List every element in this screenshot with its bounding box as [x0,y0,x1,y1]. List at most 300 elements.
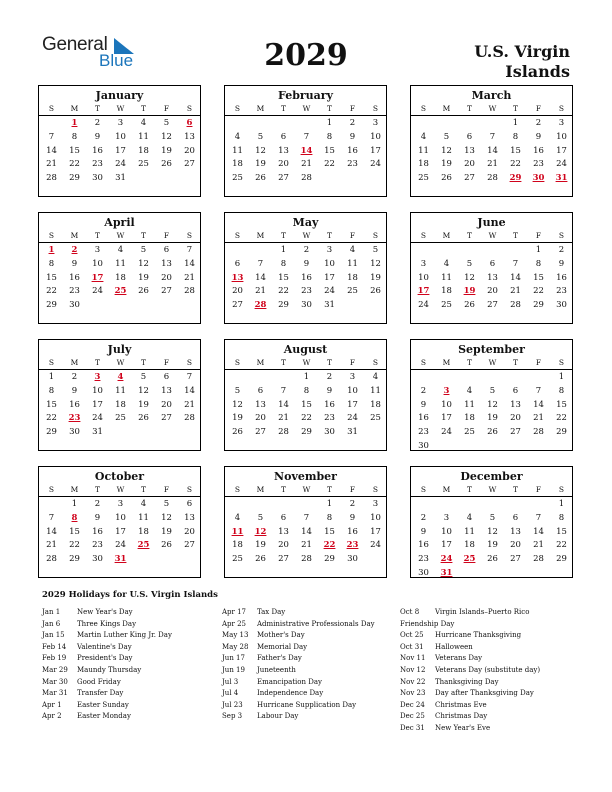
month-name: January [95,89,144,102]
holiday-date: Apr 17 [222,608,247,616]
day-cell: 5 [372,245,379,255]
day-cell: 2 [349,118,356,128]
holiday-day-cell: 19 [463,286,476,297]
holiday-entry [42,619,217,631]
day-cell: 23 [324,413,335,424]
holiday-entry [222,711,397,723]
weekday-label: F [535,485,542,494]
day-cell: 15 [556,399,567,410]
day-cell: 19 [161,145,172,156]
day-cell: 28 [184,286,195,297]
day-cell: 15 [278,272,289,283]
day-cell: 7 [512,258,519,269]
holiday-date: Dec 25 [400,712,425,721]
day-cell: 20 [278,159,289,170]
month-october [38,466,201,578]
day-cell: 24 [370,540,381,551]
day-cell: 27 [161,286,172,297]
weekday-label: S [558,358,565,367]
holiday-name: Administrative Professionals Day [257,619,375,628]
holiday-name: Hurricane Supplication Day [257,700,357,709]
day-cell: 15 [301,399,312,410]
day-cell: 3 [349,372,356,382]
month-november [224,466,387,578]
day-cell: 30 [347,554,358,565]
weekday-label: T [512,104,518,113]
day-cell: 9 [558,258,565,269]
day-cell: 16 [418,413,429,424]
day-cell: 20 [184,145,195,156]
holiday-name: Friendship Day [400,619,455,628]
month-august [224,339,387,451]
day-cell: 29 [46,300,57,311]
day-cell: 25 [370,413,381,424]
day-cell: 18 [138,526,149,537]
holiday-date: Jan 15 [42,631,65,640]
holiday-name: Mother's Day [257,631,305,640]
holiday-date: Apr 25 [222,619,247,628]
day-cell: 27 [184,159,195,170]
holiday-column [222,607,397,723]
weekday-label: M [70,358,79,367]
day-cell: 6 [280,512,287,523]
day-cell: 13 [161,385,172,396]
day-cell: 7 [48,131,55,142]
day-cell: 26 [487,427,498,438]
day-cell: 21 [533,413,544,424]
month-name: February [277,89,333,102]
day-cell: 3 [326,245,333,255]
weekday-label: T [326,485,332,494]
holiday-name: Valentine's Day [77,642,132,651]
day-cell: 26 [487,554,498,565]
day-cell: 25 [464,427,475,438]
day-cell: 12 [138,385,149,396]
day-cell: 22 [301,413,312,424]
day-cell: 24 [115,159,126,170]
weekday-label: F [163,485,170,494]
day-cell: 8 [558,385,565,396]
holiday-day-cell: 2 [71,245,78,255]
month-name: September [458,343,525,356]
day-cell: 12 [161,131,172,142]
holiday-day-cell: 1 [48,245,55,255]
day-cell: 18 [115,399,126,410]
holiday-entry [42,665,217,677]
day-cell: 7 [48,512,55,523]
day-cell: 12 [161,512,172,523]
holiday-name: New Year's Day [77,608,133,616]
day-cell: 28 [46,173,57,184]
day-cell: 21 [46,159,57,170]
day-cell: 12 [138,258,149,269]
day-cell: 29 [556,554,567,565]
month-name: April [104,216,135,229]
weekday-label: W [302,231,311,240]
holiday-entry [42,677,217,689]
day-cell: 24 [92,286,103,297]
weekday-label: T [140,485,146,494]
day-cell: 6 [489,258,496,269]
day-cell: 21 [510,286,521,297]
weekday-label: F [349,104,356,113]
weekday-label: S [372,358,379,367]
weekday-label: S [186,231,193,240]
day-cell: 25 [418,173,429,184]
day-cell: 24 [324,286,335,297]
day-cell: 25 [232,554,243,565]
day-cell: 28 [533,427,544,438]
day-cell: 24 [92,413,103,424]
holiday-name: Transfer Day [77,689,124,698]
holiday-name: Martin Luther King Jr. Day [77,631,172,640]
weekday-label: S [420,358,427,367]
holiday-day-cell: 23 [68,413,81,424]
day-cell: 2 [94,499,101,509]
holiday-name: Tax Day [257,608,286,616]
weekday-label: F [163,104,170,113]
day-cell: 19 [370,272,381,283]
day-cell: 18 [115,272,126,283]
weekday-label: T [466,231,472,240]
weekday-label: S [420,485,427,494]
day-cell: 28 [278,427,289,438]
day-cell: 10 [115,131,126,142]
weekday-label: S [372,104,379,113]
day-cell: 18 [464,413,475,424]
weekday-label: T [466,485,472,494]
holiday-name: New Year's Eve [435,723,491,732]
day-cell: 7 [303,512,310,523]
day-cell: 26 [255,554,266,565]
day-cell: 17 [347,399,358,410]
day-cell: 30 [556,300,567,311]
day-cell: 21 [184,399,195,410]
day-cell: 28 [533,554,544,565]
day-cell: 5 [489,385,496,396]
day-cell: 12 [441,145,452,156]
day-cell: 12 [370,258,381,269]
holiday-name: Three Kings Day [77,619,137,628]
day-cell: 15 [556,526,567,537]
holiday-name: Day after Thanksgiving Day [435,689,534,698]
weekday-label: W [488,358,497,367]
day-cell: 27 [278,554,289,565]
day-cell: 14 [255,272,266,283]
weekday-label: S [186,104,193,113]
holiday-name: Juneteenth [257,665,296,674]
day-cell: 26 [232,427,243,438]
day-cell: 28 [301,173,312,184]
page-header [0,0,612,86]
day-cell: 15 [69,145,80,156]
day-cell: 22 [556,540,567,551]
day-cell: 26 [161,159,172,170]
day-cell: 15 [69,526,80,537]
day-cell: 23 [69,286,80,297]
day-cell: 4 [466,385,473,396]
weekday-label: S [234,485,241,494]
day-cell: 12 [487,526,498,537]
day-cell: 21 [46,540,57,551]
day-cell: 5 [257,131,264,142]
country-title [420,42,570,82]
day-cell: 23 [301,286,312,297]
day-cell: 27 [464,173,475,184]
day-cell: 16 [347,526,358,537]
day-cell: 25 [115,413,126,424]
weekday-label: W [116,231,125,240]
day-cell: 21 [184,272,195,283]
day-cell: 7 [489,131,496,142]
day-cell: 9 [349,512,356,523]
weekday-label: T [280,231,286,240]
day-cell: 19 [487,413,498,424]
holiday-date: May 13 [222,631,249,640]
day-cell: 22 [46,286,57,297]
day-cell: 1 [303,372,310,382]
day-cell: 13 [278,526,289,537]
day-cell: 7 [186,372,193,382]
holiday-entry [400,711,575,723]
weekday-label: F [163,231,170,240]
day-cell: 27 [161,413,172,424]
day-cell: 25 [441,300,452,311]
holiday-day-cell: 13 [231,272,244,283]
weekday-header [39,229,200,243]
holiday-name: Virgin Islands–Puerto Rico [435,608,530,616]
day-cell: 8 [280,258,287,269]
holiday-day-cell: 23 [346,540,359,551]
holiday-day-cell: 3 [443,385,450,396]
weekday-label: S [186,485,193,494]
holiday-day-cell: 4 [117,372,124,382]
day-cell: 3 [372,118,379,128]
day-cell: 7 [186,245,193,255]
day-cell: 22 [69,540,80,551]
weekday-label: S [186,358,193,367]
day-cell: 3 [558,118,565,128]
day-cell: 8 [303,385,310,396]
holiday-day-cell: 17 [91,272,104,283]
day-cell: 17 [441,413,452,424]
weekday-header [225,483,386,497]
day-cell: 31 [115,173,126,184]
day-cell: 10 [92,385,103,396]
weekday-header [39,483,200,497]
holiday-date: Apr 2 [42,712,62,721]
day-cell: 14 [510,272,521,283]
day-cell: 5 [489,512,496,523]
day-cell: 18 [370,399,381,410]
weekday-label: T [140,231,146,240]
holiday-entry [222,688,397,700]
day-cell: 17 [370,526,381,537]
day-cell: 10 [370,512,381,523]
day-cell: 8 [535,258,542,269]
holiday-name: Hurricane Thanksgiving [435,631,522,640]
day-cell: 18 [138,145,149,156]
day-cell: 8 [48,258,55,269]
weekday-label: M [442,358,451,367]
holiday-name: Veterans Day (substitute day) [435,665,541,674]
weekday-label: S [234,104,241,113]
day-cell: 4 [140,118,147,128]
day-cell: 4 [420,131,427,142]
holiday-entry [400,688,575,700]
day-cell: 6 [466,131,473,142]
day-cell: 24 [370,159,381,170]
day-cell: 4 [117,245,124,255]
weekday-header [225,356,386,370]
logo-text-blue: Blue [99,51,134,70]
day-cell: 21 [487,159,498,170]
day-cell: 26 [138,413,149,424]
holiday-entry [42,711,217,723]
day-cell: 13 [464,145,475,156]
weekday-label: T [140,104,146,113]
day-cell: 9 [349,131,356,142]
day-cell: 12 [487,399,498,410]
day-cell: 17 [324,272,335,283]
day-cell: 2 [558,245,565,255]
day-cell: 11 [441,272,452,283]
country-line-2: Islands [505,62,570,81]
day-cell: 22 [533,286,544,297]
holiday-date: Nov 22 [400,677,426,686]
month-name: March [471,89,512,102]
day-cell: 20 [255,413,266,424]
holiday-day-cell: 22 [323,540,336,551]
day-cell: 20 [510,413,521,424]
weekday-label: S [372,231,379,240]
day-cell: 9 [420,399,427,410]
holiday-day-cell: 12 [254,526,267,537]
day-cell: 24 [115,540,126,551]
day-cell: 27 [278,173,289,184]
holiday-entry [222,653,397,665]
day-cell: 6 [512,512,519,523]
month-name: June [477,216,506,229]
day-cell: 28 [301,554,312,565]
day-cell: 30 [418,441,429,451]
day-cell: 8 [326,512,333,523]
month-january [38,85,201,197]
weekday-header [225,102,386,116]
day-cell: 2 [303,245,310,255]
day-cell: 3 [94,245,101,255]
holiday-name: President's Day [77,654,133,663]
holiday-list-title: 2029 Holidays for U.S. Virgin Islands [42,590,218,600]
day-cell: 9 [71,258,78,269]
holiday-entry [400,630,575,642]
weekday-header [39,356,200,370]
holiday-name: Halloween [435,642,473,651]
weekday-label: T [94,104,100,113]
day-cell: 14 [301,526,312,537]
holiday-date: Jul 3 [222,677,239,686]
weekday-label: T [326,358,332,367]
holiday-date: Oct 25 [400,631,424,640]
day-cell: 29 [301,427,312,438]
day-cell: 29 [278,300,289,311]
day-cell: 23 [418,427,429,438]
weekday-label: W [302,485,311,494]
day-cell: 29 [533,300,544,311]
day-cell: 2 [420,512,427,523]
month-name: July [107,343,132,356]
day-cell: 22 [46,413,57,424]
holiday-day-cell: 11 [231,526,244,537]
day-cell: 11 [347,258,358,269]
day-cell: 21 [301,540,312,551]
holiday-date: Jun 17 [222,654,245,663]
day-cell: 20 [487,286,498,297]
day-cell: 15 [324,526,335,537]
day-cell: 18 [232,540,243,551]
holiday-date: Jan 6 [42,619,61,628]
day-cell: 14 [184,258,195,269]
holiday-name: Labour Day [257,712,299,721]
day-cell: 29 [556,427,567,438]
day-cell: 14 [533,526,544,537]
weekday-label: M [256,485,265,494]
holiday-entry [222,677,397,689]
holiday-entry [400,607,575,619]
holiday-day-cell: 6 [186,118,193,128]
holiday-day-cell: 14 [300,145,313,156]
holiday-entry [42,630,217,642]
day-cell: 13 [255,399,266,410]
day-cell: 9 [94,512,101,523]
day-cell: 11 [138,131,149,142]
day-cell: 1 [71,499,78,509]
day-cell: 10 [324,258,335,269]
weekday-label: M [442,485,451,494]
weekday-label: S [372,485,379,494]
day-cell: 17 [92,399,103,410]
day-cell: 3 [117,118,124,128]
day-cell: 10 [115,512,126,523]
weekday-label: T [466,104,472,113]
day-cell: 12 [232,399,243,410]
day-cell: 18 [232,159,243,170]
day-cell: 16 [92,526,103,537]
holiday-day-cell: 25 [114,286,127,297]
weekday-label: S [48,358,55,367]
weekday-label: F [163,358,170,367]
weekday-label: S [558,485,565,494]
holiday-date: Oct 8 [400,608,420,616]
day-cell: 16 [69,272,80,283]
day-cell: 14 [184,385,195,396]
day-cell: 15 [324,145,335,156]
holiday-column [400,607,575,735]
day-cell: 23 [92,540,103,551]
day-cell: 11 [115,385,126,396]
day-cell: 28 [510,300,521,311]
day-cell: 14 [533,399,544,410]
weekday-label: F [535,358,542,367]
weekday-header [225,229,386,243]
day-cell: 25 [232,173,243,184]
day-cell: 29 [324,554,335,565]
day-cell: 18 [347,272,358,283]
holiday-date: Nov 12 [400,665,426,674]
day-cell: 20 [161,399,172,410]
holiday-entry [42,653,217,665]
day-cell: 2 [326,372,333,382]
